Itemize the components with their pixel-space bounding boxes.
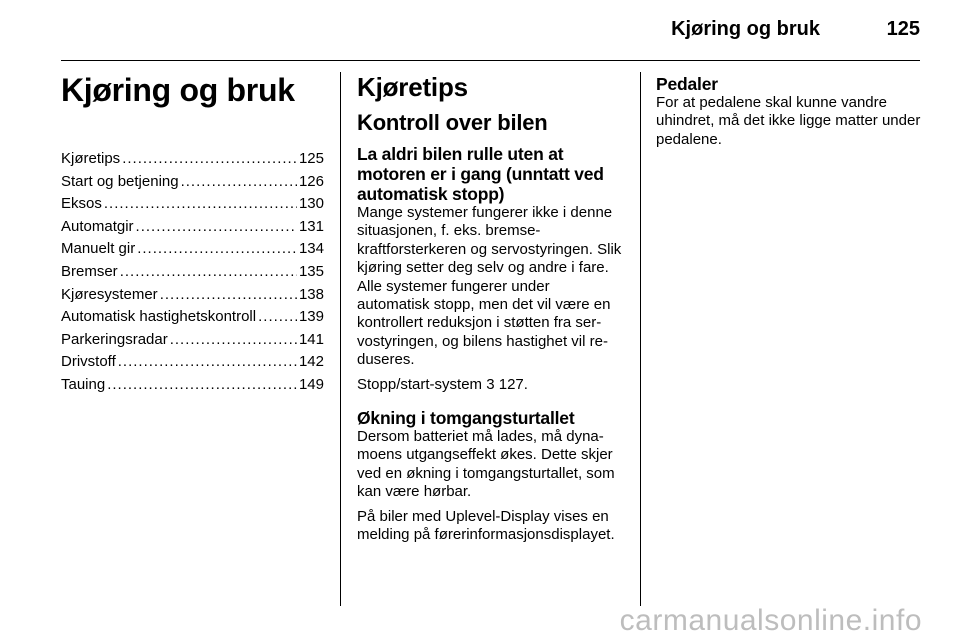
toc-label: Eksos bbox=[61, 195, 102, 213]
toc-label: Start og betjening bbox=[61, 172, 179, 190]
chapter-title: Kjøring og bruk bbox=[61, 72, 295, 108]
toc-page: 149 bbox=[298, 375, 324, 393]
toc-page: 125 bbox=[298, 150, 324, 167]
cross-reference-text[interactable]: Stopp/start-system bbox=[357, 375, 483, 393]
toc-page: 126 bbox=[298, 172, 324, 190]
watermark: carmanualsonline.info bbox=[619, 604, 922, 637]
paragraph-pedals: For at pedalene skal kunne vandre uhindret, må det ikke ligge matter under pedalene. bbox=[656, 94, 921, 148]
toc-leader bbox=[181, 171, 297, 194]
toc-leader bbox=[170, 329, 297, 352]
toc-label: Automatisk hastighetskontroll bbox=[61, 308, 257, 326]
toc-item[interactable] bbox=[61, 306, 324, 329]
toc-item[interactable] bbox=[61, 193, 324, 216]
toc-label: Automatgir bbox=[61, 217, 134, 235]
toc-leader bbox=[118, 351, 297, 374]
section-subtitle: Kontroll over bilen bbox=[357, 110, 548, 135]
toc-item[interactable] bbox=[61, 374, 324, 397]
column-divider-1 bbox=[340, 72, 341, 606]
toc-item[interactable] bbox=[61, 351, 324, 374]
toc-page: 131 bbox=[298, 217, 324, 235]
chapter-column bbox=[61, 70, 324, 397]
toc-label: Bremser bbox=[61, 262, 118, 280]
page-number: 125 bbox=[886, 18, 920, 40]
toc-page: 141 bbox=[298, 330, 324, 348]
paragraph-idle-1: Dersom batteriet må lades, må dynamoens utgangseffekt økes. Dette skjer ved en økning i tomgangsturtallet, som kan være hørbar. bbox=[357, 428, 615, 501]
toc-leader bbox=[122, 148, 297, 171]
section-title: Kjøretips bbox=[357, 72, 468, 102]
section-column bbox=[357, 72, 624, 551]
header-rule bbox=[61, 60, 920, 61]
toc-item[interactable] bbox=[61, 261, 324, 284]
toc-label: Manuelt gir bbox=[61, 240, 136, 258]
toc-item[interactable] bbox=[61, 148, 324, 171]
cross-reference bbox=[357, 376, 624, 394]
subsection-heading-rolling: La aldri bilen rulle uten at motoren er i gang (unntatt ved automatisk stopp) bbox=[357, 144, 604, 204]
toc-page: 130 bbox=[298, 195, 324, 213]
toc-item[interactable] bbox=[61, 284, 324, 307]
toc-page: 139 bbox=[298, 308, 324, 326]
toc-leader bbox=[136, 216, 297, 239]
toc-page: 135 bbox=[298, 262, 324, 280]
toc-item[interactable] bbox=[61, 216, 324, 239]
toc-label: Tauing bbox=[61, 375, 106, 393]
subsection-heading-pedals: Pedaler bbox=[656, 74, 718, 94]
toc-leader bbox=[107, 374, 297, 397]
header-title: Kjøring og bruk bbox=[671, 18, 820, 40]
page-reference-arrow-icon: 3 bbox=[486, 375, 495, 393]
toc-leader bbox=[104, 193, 297, 216]
toc-item[interactable] bbox=[61, 171, 324, 194]
toc-page: 134 bbox=[298, 240, 324, 258]
paragraph-rolling: Mange systemer fungerer ikke i denne situasjonen, f. eks. bremsekraftforsterkeren og servostyringen. Slik kjøring setter deg selv og andre i fare. Alle systemer fungerer under automatisk stopp, men det vil være en kontrollert reduksjon i støtten fra servostyringen, og bilens hastighet vil reduseres. bbox=[357, 204, 622, 369]
toc-item[interactable] bbox=[61, 238, 324, 261]
toc-page: 138 bbox=[298, 285, 324, 303]
toc-label: Parkeringsradar bbox=[61, 330, 168, 348]
cross-reference-page: 127. bbox=[498, 375, 528, 393]
toc-leader bbox=[258, 306, 297, 329]
toc-page: 142 bbox=[298, 353, 324, 371]
toc-leader bbox=[137, 238, 297, 261]
pedals-column bbox=[656, 74, 924, 155]
toc-label: Drivstoff bbox=[61, 353, 116, 371]
table-of-contents bbox=[61, 148, 324, 397]
paragraph-idle-2: På biler med Uplevel-Display vises en melding på førerinformasjonsdisplayet. bbox=[357, 507, 615, 544]
toc-label: Kjøretips bbox=[61, 150, 121, 167]
toc-leader bbox=[160, 284, 297, 307]
subsection-heading-idle: Økning i tomgangsturtallet bbox=[357, 408, 575, 429]
column-divider-2 bbox=[640, 72, 641, 606]
toc-leader bbox=[120, 261, 297, 284]
toc-label: Kjøresystemer bbox=[61, 285, 158, 303]
toc-item[interactable] bbox=[61, 329, 324, 352]
